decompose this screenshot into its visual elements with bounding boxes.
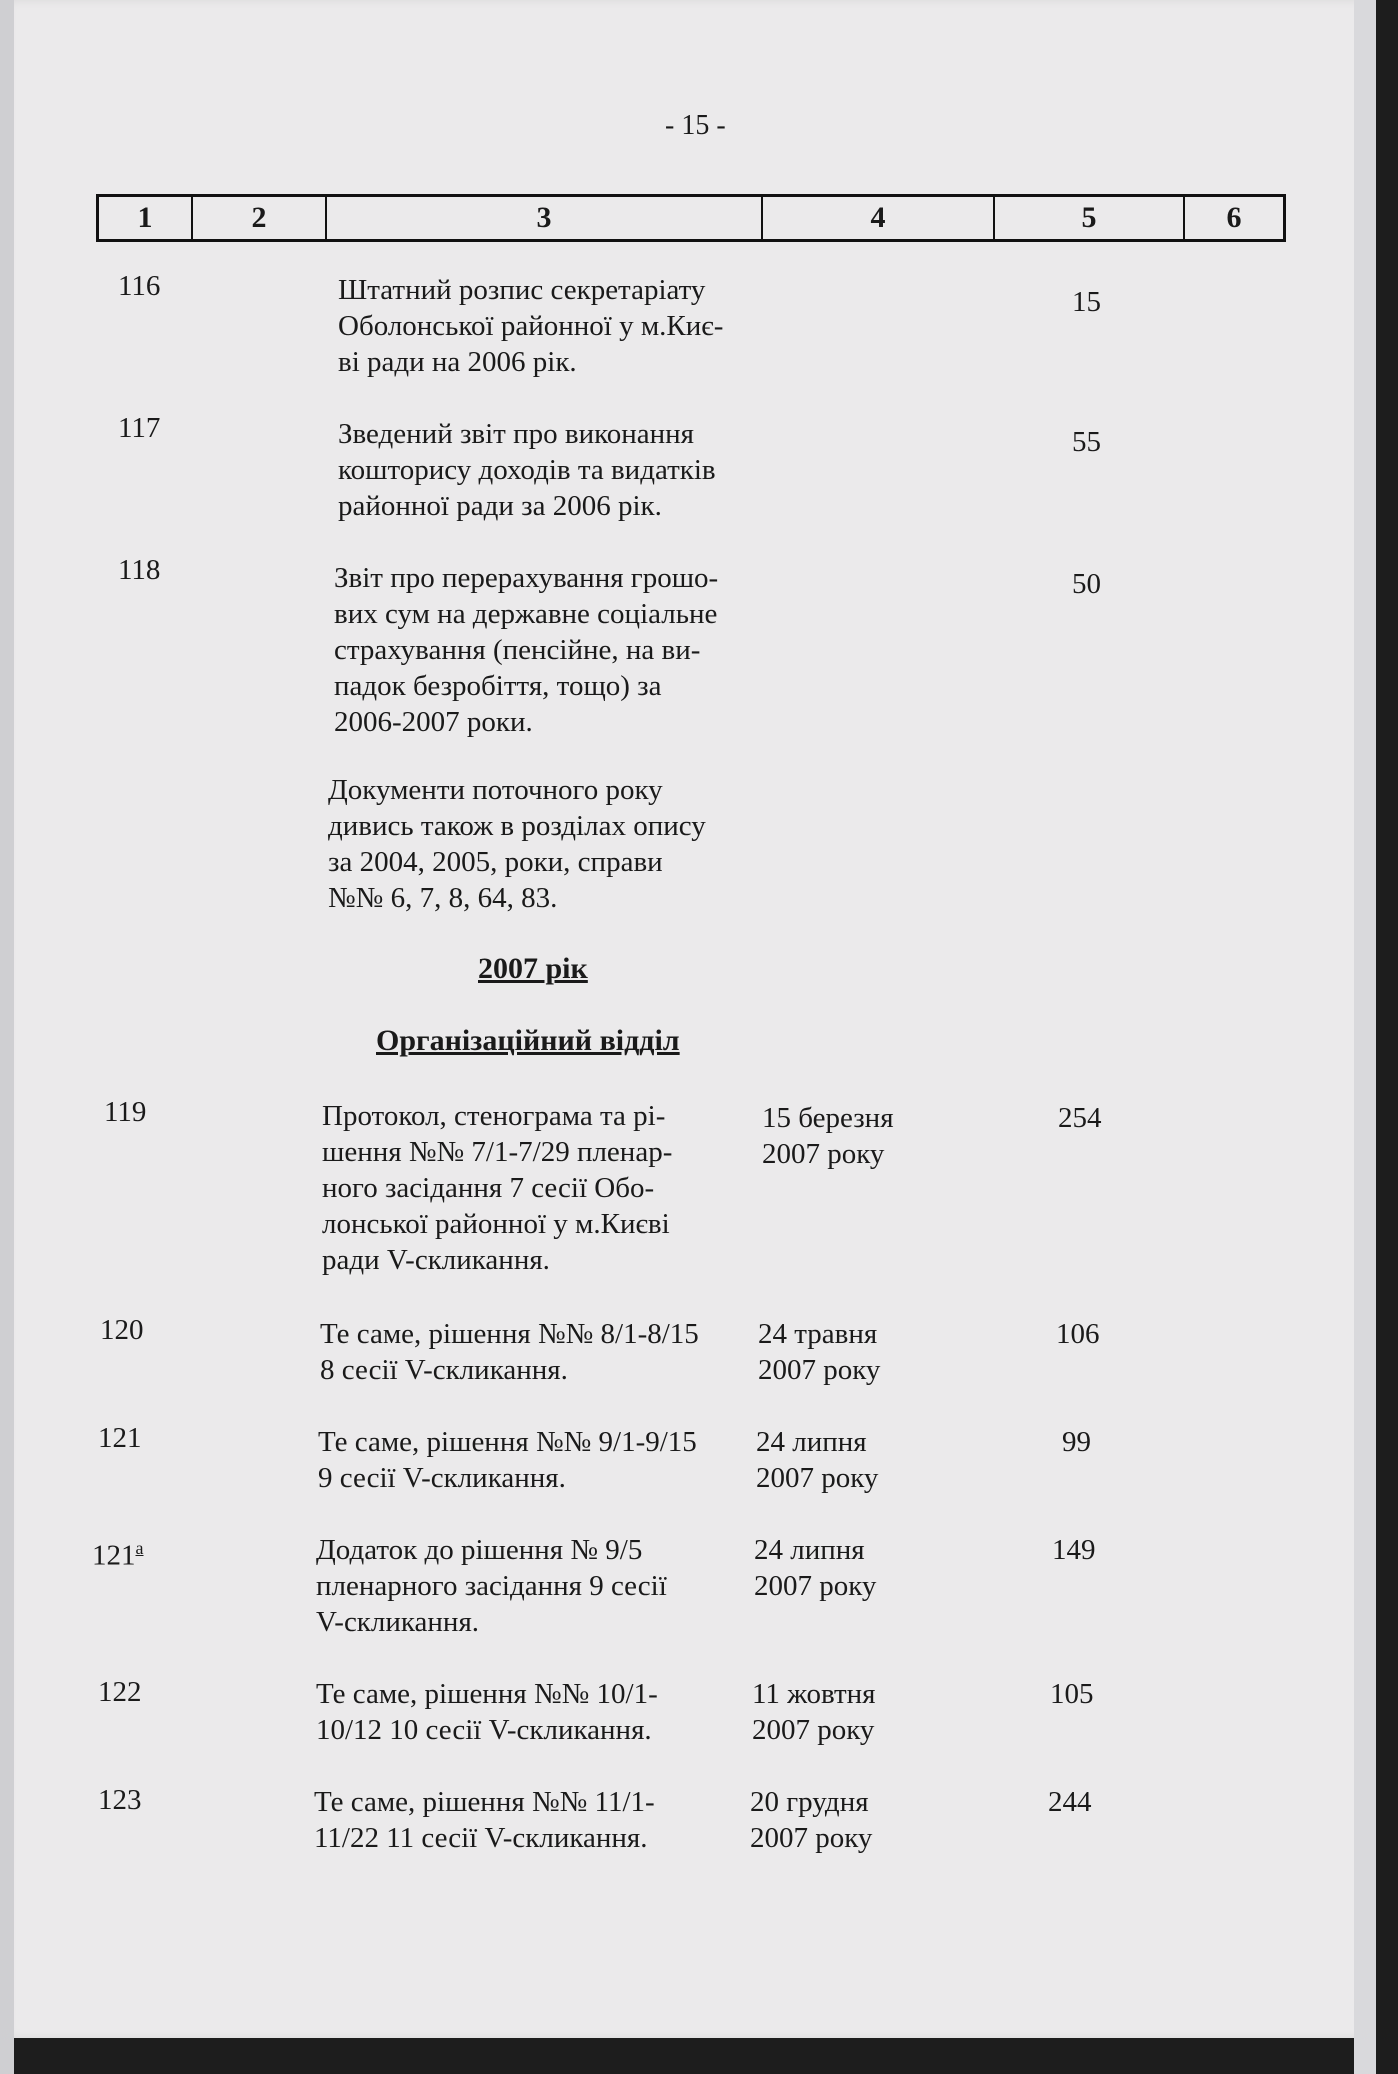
entry-number: 117 [118,412,161,444]
entry-title-line: Оболонської районної у м.Киє- [338,310,724,342]
entry-number: 119 [104,1096,147,1128]
note-line: за 2004, 2005, роки, справи [328,846,663,878]
entry-title-line: V-скликання. [316,1606,480,1638]
entry-date-line: 2007 року [750,1822,873,1854]
entry-pages: 149 [1052,1534,1096,1566]
entry-date-line: 2007 року [756,1462,879,1494]
entry-title-line: Те саме, рішення №№ 9/1-9/15 [318,1426,697,1458]
entry-title-line: вих сум на державне соціальне [334,598,718,630]
entry-number [92,1530,144,1574]
entry-title-line: Те саме, рішення №№ 10/1- [316,1678,658,1710]
entry-title-line: 10/12 10 сесії V-скликання. [316,1714,652,1746]
entry-pages: 244 [1048,1786,1092,1818]
header-col-3: 3 [327,197,763,239]
entry-number: 118 [118,554,161,586]
entry-date-line: 24 травня [758,1318,878,1350]
entry-date-line: 2007 року [758,1354,881,1386]
entry-title-line: Штатний розпис секретаріату [338,274,706,306]
department-heading: Організаційний відділ [376,1024,680,1057]
entry-title-line: Додаток до рішення № 9/5 [316,1534,643,1566]
entry-title-line: страхування (пенсійне, на ви- [334,634,701,666]
header-col-5: 5 [995,197,1185,239]
entry-title-line: Звіт про перерахування грошо- [334,562,719,594]
entry-pages: 99 [1062,1426,1091,1458]
page-number: - 15 - [665,110,726,141]
entry-date-line: 11 жовтня [752,1678,876,1710]
entry-title-line: Зведений звіт про виконання [338,418,694,450]
entry-title-line: шення №№ 7/1-7/29 пленар- [322,1136,673,1168]
entry-title-line: 8 сесії V-скликання. [320,1354,568,1386]
entry-date-line: 24 липня [756,1426,867,1458]
entry-title-line: лонської районної у м.Києві [322,1208,670,1240]
note-line: Документи поточного року [328,774,663,806]
header-col-1: 1 [99,197,193,239]
entry-pages: 106 [1056,1318,1100,1350]
entry-pages: 254 [1058,1102,1102,1134]
entry-number: 116 [118,270,161,302]
entry-number-value: 121 [92,1539,136,1572]
entry-pages: 15 [1072,286,1101,318]
entry-date-line: 20 грудня [750,1786,869,1818]
entry-title-line: ного засідання 7 сесії Обо- [322,1172,655,1204]
page-edge-right [1354,0,1376,2074]
entry-title-line: 9 сесії V-скликання. [318,1462,566,1494]
entry-number: 123 [98,1784,142,1816]
year-heading: 2007 рік [478,952,588,985]
entry-title-line: пленарного засідання 9 сесії [316,1570,667,1602]
entry-number: 121 [98,1422,142,1454]
entry-date-line: 24 липня [754,1534,865,1566]
entry-title-line: 11/22 11 сесії V-скликання. [314,1822,648,1854]
header-col-4: 4 [763,197,995,239]
entry-number: 120 [100,1314,144,1346]
note-line: дивись також в розділах опису [328,810,706,842]
entry-number-suffix: а [135,1538,144,1558]
entry-title-line: Те саме, рішення №№ 8/1-8/15 [320,1318,699,1350]
entry-date-line: 2007 року [762,1138,885,1170]
entry-title-line: ради V-скликання. [322,1244,550,1276]
entry-number: 122 [98,1676,142,1708]
note-line: №№ 6, 7, 8, 64, 83. [328,882,558,914]
entry-title-line: районної ради за 2006 рік. [338,490,662,522]
entry-title-line: кошторису доходів та видатків [338,454,716,486]
entry-title-line: ві ради на 2006 рік. [338,346,577,378]
entry-title-line: Те саме, рішення №№ 11/1- [314,1786,655,1818]
entry-title-line: падок безробіття, тощо) за [334,670,662,702]
entry-pages: 55 [1072,426,1101,458]
entry-title-line: Протокол, стенограма та рі- [322,1100,666,1132]
entry-date-line: 15 березня [762,1102,894,1134]
header-col-2: 2 [193,197,327,239]
entry-pages: 50 [1072,568,1101,600]
entry-date-line: 2007 року [754,1570,877,1602]
table-header [96,194,1286,242]
entry-date-line: 2007 року [752,1714,875,1746]
page-edge-left [0,0,14,2074]
header-col-6: 6 [1226,201,1242,234]
entry-title-line: 2006-2007 роки. [334,706,533,738]
entry-pages: 105 [1050,1678,1094,1710]
